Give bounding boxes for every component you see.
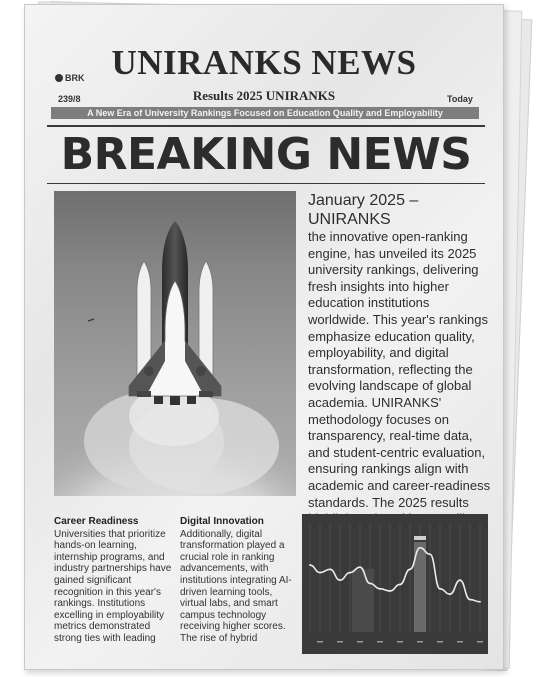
tagline-banner: A New Era of University Rankings Focused on Education Quality and Employability (51, 107, 479, 119)
highlight-marker (414, 536, 426, 540)
data-point (439, 588, 441, 590)
data-point (429, 553, 431, 555)
data-point (469, 599, 471, 601)
career-readiness-column (54, 516, 172, 645)
x-tick-mark (457, 641, 463, 643)
data-point (389, 590, 391, 592)
x-tick-mark (477, 641, 483, 643)
x-tick-mark (337, 641, 343, 643)
date-label: Today (447, 94, 473, 104)
trend-chart (302, 514, 488, 654)
x-tick-mark (437, 641, 443, 643)
issue-number: 239/8 (58, 94, 81, 104)
breaking-news-headline: BREAKING NEWS (60, 129, 472, 180)
masthead-title: UNIRANKS NEWS (111, 43, 417, 82)
digital-innovation-column (180, 516, 298, 645)
data-point (369, 583, 371, 585)
data-point (339, 579, 341, 581)
career-readiness-body: Universities that prioritize hands-on learning, internship programs, and industry partnerships have gained significant recognition in this year's rankings. Institutions excelling in employability metrics demonstrated strong ties with leading (54, 528, 172, 644)
data-point (459, 579, 461, 581)
digital-innovation-body: Additionally, digital transformation played a crucial role in ranking advancements, with institutions integrating AI-driven learning tools, virtual labs, and smart campus technology receiving higher scores. The rise of hybrid (180, 528, 292, 644)
x-tick-mark (397, 641, 403, 643)
data-point (379, 588, 381, 590)
data-point (409, 568, 411, 570)
data-point (479, 601, 481, 603)
main-article (308, 191, 492, 544)
newspaper (24, 4, 504, 670)
x-tick-mark (357, 641, 363, 643)
article-body: the innovative open-ranking engine, has unveiled its 2025 university rankings, delivering fresh insights into higher education institutions worldwide. This year's rankings emphasize education quality, employability, and digital transformation, reflecting the evolving landscape of global academia. UNIRANKS' methodology focuses on transparency, real-time data, and student-centric evaluation, ensuring rankings align with academic and career-readiness standards. The 2025 results (308, 229, 491, 510)
data-point (419, 547, 421, 549)
x-tick-mark (417, 641, 423, 643)
shade-band (352, 569, 374, 632)
data-point (319, 572, 321, 574)
brand-label: BRK (65, 73, 85, 83)
masthead-subtitle: Results 2025 UNIRANKS (192, 88, 336, 103)
x-tick-mark (377, 641, 383, 643)
series-line (310, 548, 480, 602)
article-lead: January 2025 – UNIRANKS (308, 192, 419, 228)
headline-rule-top (47, 125, 485, 127)
data-point (329, 568, 331, 570)
space-shuttle-launch-icon (54, 191, 296, 496)
data-point (349, 572, 351, 574)
x-tick-mark (317, 641, 323, 643)
data-point (449, 593, 451, 595)
trend-chart-svg (302, 514, 488, 654)
data-point (359, 566, 361, 568)
career-readiness-heading: Career Readiness (54, 516, 139, 527)
digital-innovation-heading: Digital Innovation (180, 516, 264, 527)
headline-rule-bottom (47, 183, 485, 184)
data-point (399, 584, 401, 586)
data-point (309, 564, 311, 566)
